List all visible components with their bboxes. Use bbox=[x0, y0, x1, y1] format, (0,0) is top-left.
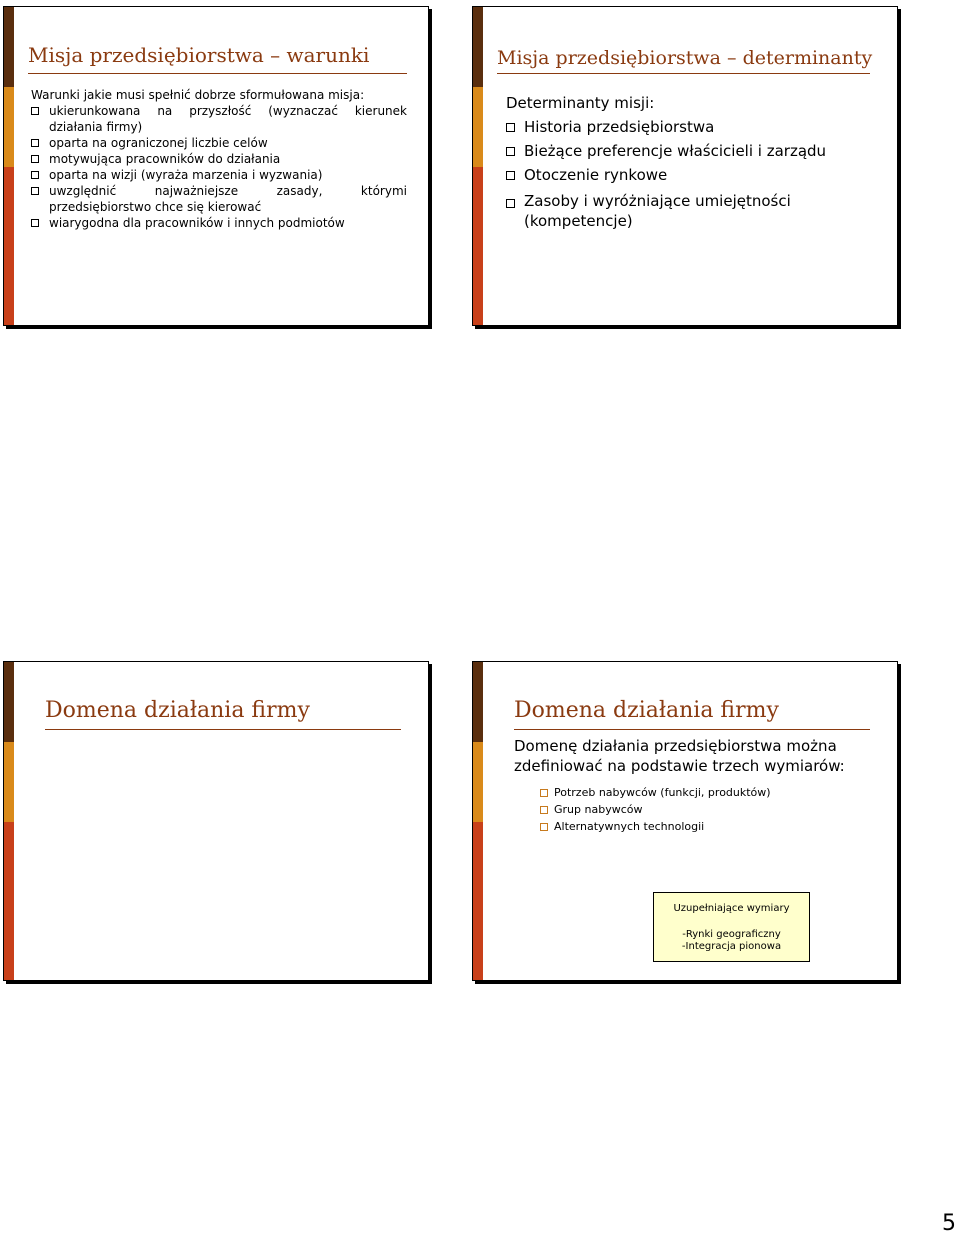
list-item: motywująca pracowników do działania bbox=[31, 151, 407, 167]
list-item-continuation: (kompetencje) bbox=[524, 212, 633, 230]
list-item: Grup nabywców bbox=[540, 801, 877, 818]
list-item: Historia przedsiębiorstwa bbox=[506, 115, 877, 139]
list-item: uwzględnić najważniejsze zasady, którymi bbox=[31, 183, 407, 199]
slide-title: Domena działania firmy bbox=[45, 698, 310, 723]
intro-text: Warunki jakie musi spełnić dobrze sformułowana misja: bbox=[31, 88, 365, 102]
title-rule bbox=[45, 729, 401, 730]
slide-body bbox=[514, 736, 877, 835]
slide-accent-bar bbox=[4, 7, 14, 325]
list-item: Bieżące preferencje właścicieli i zarządu bbox=[506, 139, 877, 163]
intro-text: Determinanty misji: bbox=[506, 94, 655, 112]
slide-1 bbox=[3, 6, 429, 326]
list-item: Potrzeb nabywców (funkcji, produktów) bbox=[540, 784, 877, 801]
title-rule bbox=[514, 729, 870, 730]
slide-title: Misja przedsiębiorstwa – warunki bbox=[28, 43, 370, 67]
slide-title: Domena działania firmy bbox=[514, 698, 779, 723]
list-item: Otoczenie rynkowe bbox=[506, 163, 877, 187]
slide-accent-bar bbox=[473, 7, 483, 325]
list-item: oparta na ograniczonej liczbie celów bbox=[31, 135, 407, 151]
list-item: wiarygodna dla pracowników i innych podmiotów bbox=[31, 215, 407, 231]
slide-accent-bar bbox=[473, 662, 483, 980]
slide-body bbox=[31, 87, 407, 231]
intro-text: Domenę działania przedsiębiorstwa można zdefiniować na podstawie trzech wymiarów: bbox=[514, 737, 845, 775]
list-item: Zasoby i wyróżniające umiejętności bbox=[506, 191, 877, 211]
list-item: Alternatywnych technologii bbox=[540, 818, 877, 835]
slide-body bbox=[506, 91, 877, 231]
title-rule bbox=[28, 73, 407, 74]
list-item: ukierunkowana na przyszłość (wyznaczać kierunek bbox=[31, 103, 407, 119]
slide-2 bbox=[472, 6, 898, 326]
supplementary-dimensions-box bbox=[653, 892, 810, 962]
slide-4 bbox=[472, 661, 898, 981]
page-number: 5 bbox=[942, 1211, 956, 1236]
box-line: -Integracja pionowa bbox=[681, 941, 782, 952]
sub-list bbox=[540, 784, 877, 835]
list-item: oparta na wizji (wyraża marzenia i wyzwania) bbox=[31, 167, 407, 183]
list-item-continuation: przedsiębiorstwo chce się kierować bbox=[49, 200, 262, 214]
list-item-continuation: działania firmy) bbox=[49, 120, 143, 134]
slide-accent-bar bbox=[4, 662, 14, 980]
slide-3 bbox=[3, 661, 429, 981]
title-rule bbox=[497, 73, 870, 74]
slide-title: Misja przedsiębiorstwa – determinanty bbox=[497, 47, 873, 69]
box-heading: Uzupełniające wymiary bbox=[673, 903, 790, 914]
box-line: -Rynki geograficzny bbox=[682, 929, 781, 940]
